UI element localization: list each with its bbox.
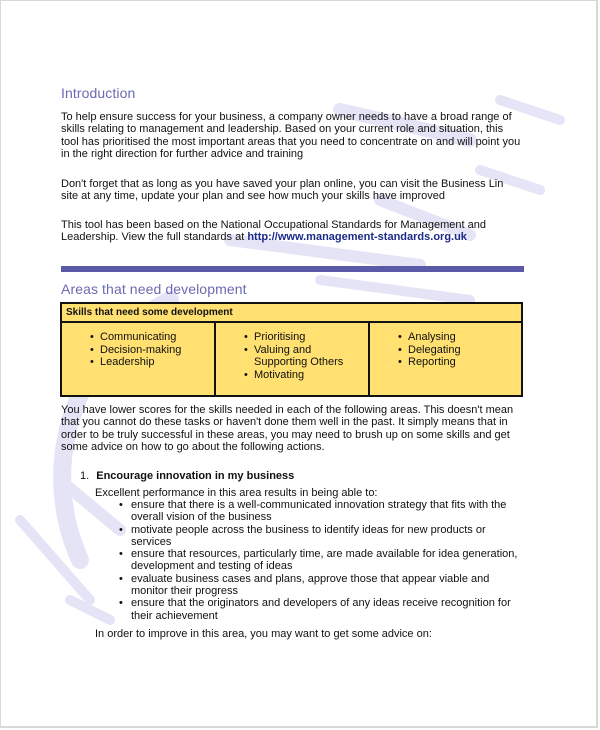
- intro-p1-line: To help ensure success for your business, a company owner needs to have a broad range of: [61, 111, 512, 123]
- intro-p3-line: [61, 231, 541, 243]
- summary-line: some advice on how to go about the following actions.: [61, 440, 325, 453]
- skill-item-text: Supporting Others: [254, 356, 344, 368]
- standards-link[interactable]: http://www.management-standards.org.uk: [247, 231, 467, 244]
- summary-line: You have lower scores for the skills needed in each of the following areas. This doesn't mean: [61, 404, 514, 416]
- skills-column-1: [61, 322, 215, 396]
- action-number: 1.: [80, 470, 90, 482]
- section-divider: [61, 266, 524, 272]
- standards-text: Leadership. View the full standards at: [61, 231, 248, 244]
- bullet-text: ensure that resources, particularly time, are made available for idea generation,: [131, 548, 518, 561]
- intro-p3-line: This tool has been based on the National Occupational Standards for Management and: [61, 219, 486, 231]
- bullet-text: monitor their progress: [131, 585, 238, 598]
- action-1-advice-intro: In order to improve in this area, you may want to get some advice on:: [95, 628, 432, 640]
- intro-p1-line: in the right direction for further advice and training: [61, 147, 304, 160]
- intro-paragraph-1: [61, 111, 541, 160]
- skill-item: • Leadership: [100, 356, 214, 369]
- action-1-bullets: [119, 499, 539, 622]
- intro-p1-line: skills relating to management and leadership. Based on your current role and situation, this: [61, 123, 504, 136]
- intro-paragraph-3: [61, 219, 541, 244]
- action-title: Encourage innovation in my business: [96, 470, 295, 482]
- summary-line: order to be truly successful in these areas, you may need to brush up on some skills and get: [61, 428, 510, 441]
- intro-paragraph-2: [61, 178, 541, 203]
- areas-heading: Areas that need development: [61, 281, 247, 297]
- areas-summary: [61, 404, 541, 453]
- bullet-item: [119, 499, 539, 524]
- action-item-1: [80, 470, 294, 483]
- bullet-text: services: [131, 535, 172, 548]
- skill-item: • Prioritising: [254, 331, 368, 344]
- skill-item: • Analysing: [408, 331, 521, 344]
- skill-item-text: Valuing and: [254, 343, 312, 356]
- intro-heading: Introduction: [61, 85, 136, 101]
- skill-item: • Reporting: [408, 356, 521, 369]
- bullet-item: [119, 573, 539, 598]
- skill-item: [254, 344, 368, 369]
- skill-item: • Motivating: [254, 369, 368, 382]
- summary-line: that you cannot do these tasks or haven't done them well in the past. It simply means that in: [61, 416, 508, 429]
- skill-item: • Decision-making: [100, 344, 214, 357]
- bullet-text: overall vision of the business: [131, 511, 272, 524]
- skills-column-2: [215, 322, 369, 396]
- action-1-intro: Excellent performance in this area results in being able to:: [95, 487, 378, 499]
- bullet-text: development and testing of ideas: [131, 560, 293, 573]
- skill-item: • Communicating: [100, 331, 214, 344]
- bullet-text: evaluate business cases and plans, approve those that appear viable and: [131, 572, 490, 585]
- bullet-text: motivate people across the business to identify ideas for new products or: [131, 523, 486, 536]
- skills-column-3: [369, 322, 522, 396]
- bullet-item: [119, 597, 539, 622]
- intro-p2-line: site at any time, update your plan and see how much your skills have improved: [61, 190, 445, 203]
- bullet-text: their achievement: [131, 609, 218, 622]
- skill-item: • Delegating: [408, 344, 521, 357]
- skills-table-header: Skills that need some development: [61, 303, 522, 322]
- bullet-text: ensure that the originators and developers of any ideas receive recognition for: [131, 597, 511, 610]
- bullet-item: [119, 548, 539, 573]
- bullet-item: [119, 524, 539, 549]
- skills-table: [60, 302, 523, 397]
- intro-p1-line: tool has prioritised the most important areas that you need to concentrate on and will point you: [61, 135, 521, 148]
- intro-p2-line: Don't forget that as long as you have saved your plan online, you can visit the Business Lin: [61, 178, 504, 190]
- bullet-text: ensure that there is a well-communicated innovation strategy that fits with the: [131, 499, 507, 511]
